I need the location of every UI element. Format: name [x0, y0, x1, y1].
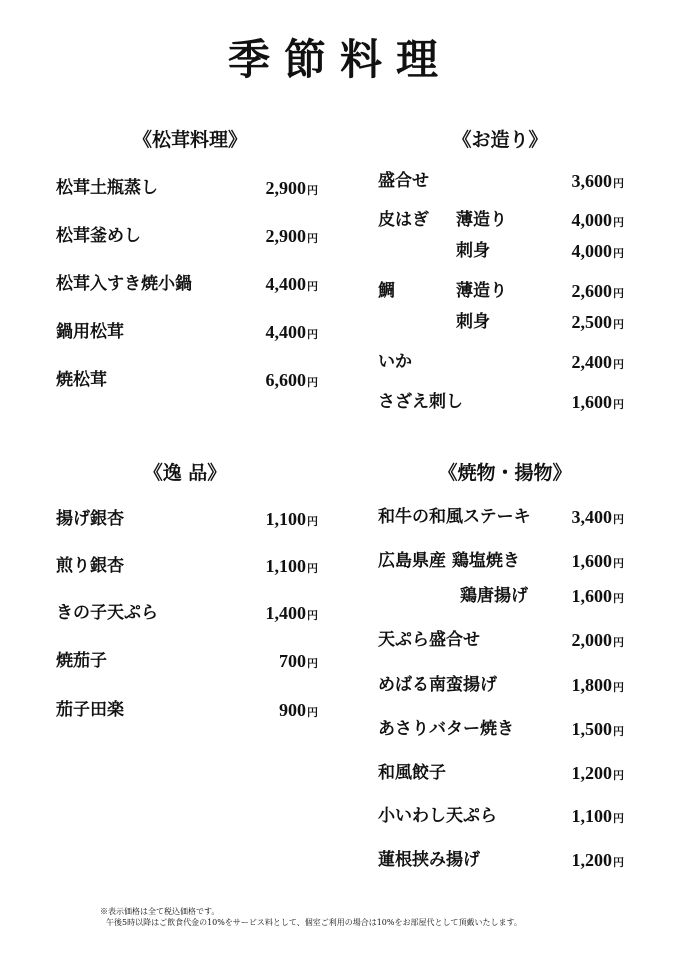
menu-item: [378, 349, 624, 375]
menu-item: [378, 672, 624, 698]
page-title: 季節料理: [227, 35, 452, 84]
item-price: 2,500円: [571, 312, 624, 332]
item-price: 4,000円: [571, 241, 624, 261]
yen-unit: 円: [613, 682, 624, 694]
item-name: 天ぷら盛合せ: [378, 630, 480, 650]
item-name: 松茸釜めし: [56, 226, 141, 246]
item-name: 焼茄子: [56, 651, 107, 671]
footnote: [100, 906, 660, 928]
item-style: 薄造り: [456, 281, 507, 301]
item-style: 刺身: [456, 241, 490, 261]
item-price: 2,600円: [571, 281, 624, 301]
section-heading-otsukuri: 《お造り》: [452, 129, 548, 151]
yen-unit: 円: [307, 281, 318, 293]
yen-unit: 円: [613, 770, 624, 782]
item-price: 1,100円: [265, 509, 318, 529]
menu-item: [378, 168, 624, 194]
section-heading-ippin: 《逸 品》: [143, 462, 227, 484]
item-name: 煎り銀杏: [56, 556, 124, 576]
item-price: 4,000円: [571, 210, 624, 230]
item-style: 刺身: [456, 312, 490, 332]
item-name: きの子天ぷら: [56, 603, 158, 623]
item-price: 3,600円: [571, 171, 624, 191]
item-price: 900円: [279, 700, 318, 720]
yen-unit: 円: [613, 514, 624, 526]
item-price: 1,500円: [571, 719, 624, 739]
menu-item: [378, 583, 624, 609]
item-style: 鶏唐揚げ: [460, 586, 528, 606]
menu-item: [56, 697, 318, 723]
footnote-line-2: 午後5時以降はご飲食代金の10%をサービス料として、個室ご利用の場合は10%をお部屋代として頂戴いたします。: [106, 918, 522, 927]
item-name: 茄子田楽: [56, 700, 124, 720]
menu-item: [378, 803, 624, 829]
item-name: 松茸土瓶蒸し: [56, 178, 158, 198]
yen-unit: 円: [307, 377, 318, 389]
yen-unit: 円: [613, 813, 624, 825]
menu-item: [56, 553, 318, 579]
yen-unit: 円: [613, 593, 624, 605]
yen-unit: 円: [613, 637, 624, 649]
menu-item: [56, 175, 318, 201]
menu-item: [378, 207, 624, 233]
yen-unit: 円: [613, 217, 624, 229]
yen-unit: 円: [613, 857, 624, 869]
yen-unit: 円: [613, 726, 624, 738]
yen-unit: 円: [307, 329, 318, 341]
yen-unit: 円: [613, 399, 624, 411]
item-name: 鯛: [378, 281, 395, 301]
menu-item: [378, 309, 624, 335]
yen-unit: 円: [307, 610, 318, 622]
item-name: 鍋用松茸: [56, 322, 124, 342]
item-name: 揚げ銀杏: [56, 509, 124, 529]
menu-item: [378, 504, 624, 530]
yen-unit: 円: [307, 185, 318, 197]
item-price: 1,100円: [571, 806, 624, 826]
yen-unit: 円: [613, 359, 624, 371]
item-price: 1,600円: [571, 586, 624, 606]
item-name: 焼松茸: [56, 370, 107, 390]
menu-item: [56, 600, 318, 626]
menu-item: [378, 716, 624, 742]
item-price: 2,900円: [265, 178, 318, 198]
yen-unit: 円: [307, 233, 318, 245]
yen-unit: 円: [307, 516, 318, 528]
item-name: めばる南蛮揚げ: [378, 675, 497, 695]
item-price: 1,600円: [571, 551, 624, 571]
yen-unit: 円: [613, 178, 624, 190]
menu-item: [378, 389, 624, 415]
item-name: いか: [378, 352, 412, 372]
yen-unit: 円: [307, 658, 318, 670]
menu-item: [378, 278, 624, 304]
yen-unit: 円: [307, 563, 318, 575]
item-name: 盛合せ: [378, 171, 429, 191]
menu-item: [378, 548, 624, 574]
yen-unit: 円: [613, 248, 624, 260]
yen-unit: 円: [613, 319, 624, 331]
section-heading-matsutake: 《松茸料理》: [132, 129, 247, 151]
menu-item: [378, 760, 624, 786]
section-heading-yakimono: 《焼物・揚物》: [438, 462, 572, 484]
menu-item: [56, 223, 318, 249]
footnote-line-1: ※表示価格は全て税込価格です。: [100, 907, 220, 916]
menu-item: [56, 648, 318, 674]
item-price: 2,400円: [571, 352, 624, 372]
item-name: あさりバター焼き: [378, 719, 514, 739]
item-price: 2,900円: [265, 226, 318, 246]
item-price: 4,400円: [265, 274, 318, 294]
item-name: 小いわし天ぷら: [378, 806, 497, 826]
menu-item: [378, 238, 624, 264]
menu-item: [56, 367, 318, 393]
yen-unit: 円: [307, 707, 318, 719]
item-name: 広島県産 鶏塩焼き: [378, 551, 520, 571]
menu-item: [378, 627, 624, 653]
item-name: 皮はぎ: [378, 210, 429, 230]
item-name: 和風餃子: [378, 763, 446, 783]
menu-item: [56, 319, 318, 345]
item-price: 1,400円: [265, 603, 318, 623]
item-name: さざえ刺し: [378, 392, 463, 412]
item-price: 3,400円: [571, 507, 624, 527]
item-name: 松茸入すき焼小鍋: [56, 274, 192, 294]
yen-unit: 円: [613, 558, 624, 570]
item-price: 4,400円: [265, 322, 318, 342]
item-price: 1,200円: [571, 763, 624, 783]
item-price: 2,000円: [571, 630, 624, 650]
menu-item: [378, 847, 624, 873]
yen-unit: 円: [613, 288, 624, 300]
item-price: 1,800円: [571, 675, 624, 695]
item-price: 1,100円: [265, 556, 318, 576]
item-price: 1,600円: [571, 392, 624, 412]
item-name: 蓮根挟み揚げ: [378, 850, 480, 870]
item-name: 和牛の和風ステーキ: [378, 507, 531, 527]
item-price: 1,200円: [571, 850, 624, 870]
menu-item: [56, 271, 318, 297]
item-price: 6,600円: [265, 370, 318, 390]
item-price: 700円: [279, 651, 318, 671]
menu-item: [56, 506, 318, 532]
item-style: 薄造り: [456, 210, 507, 230]
